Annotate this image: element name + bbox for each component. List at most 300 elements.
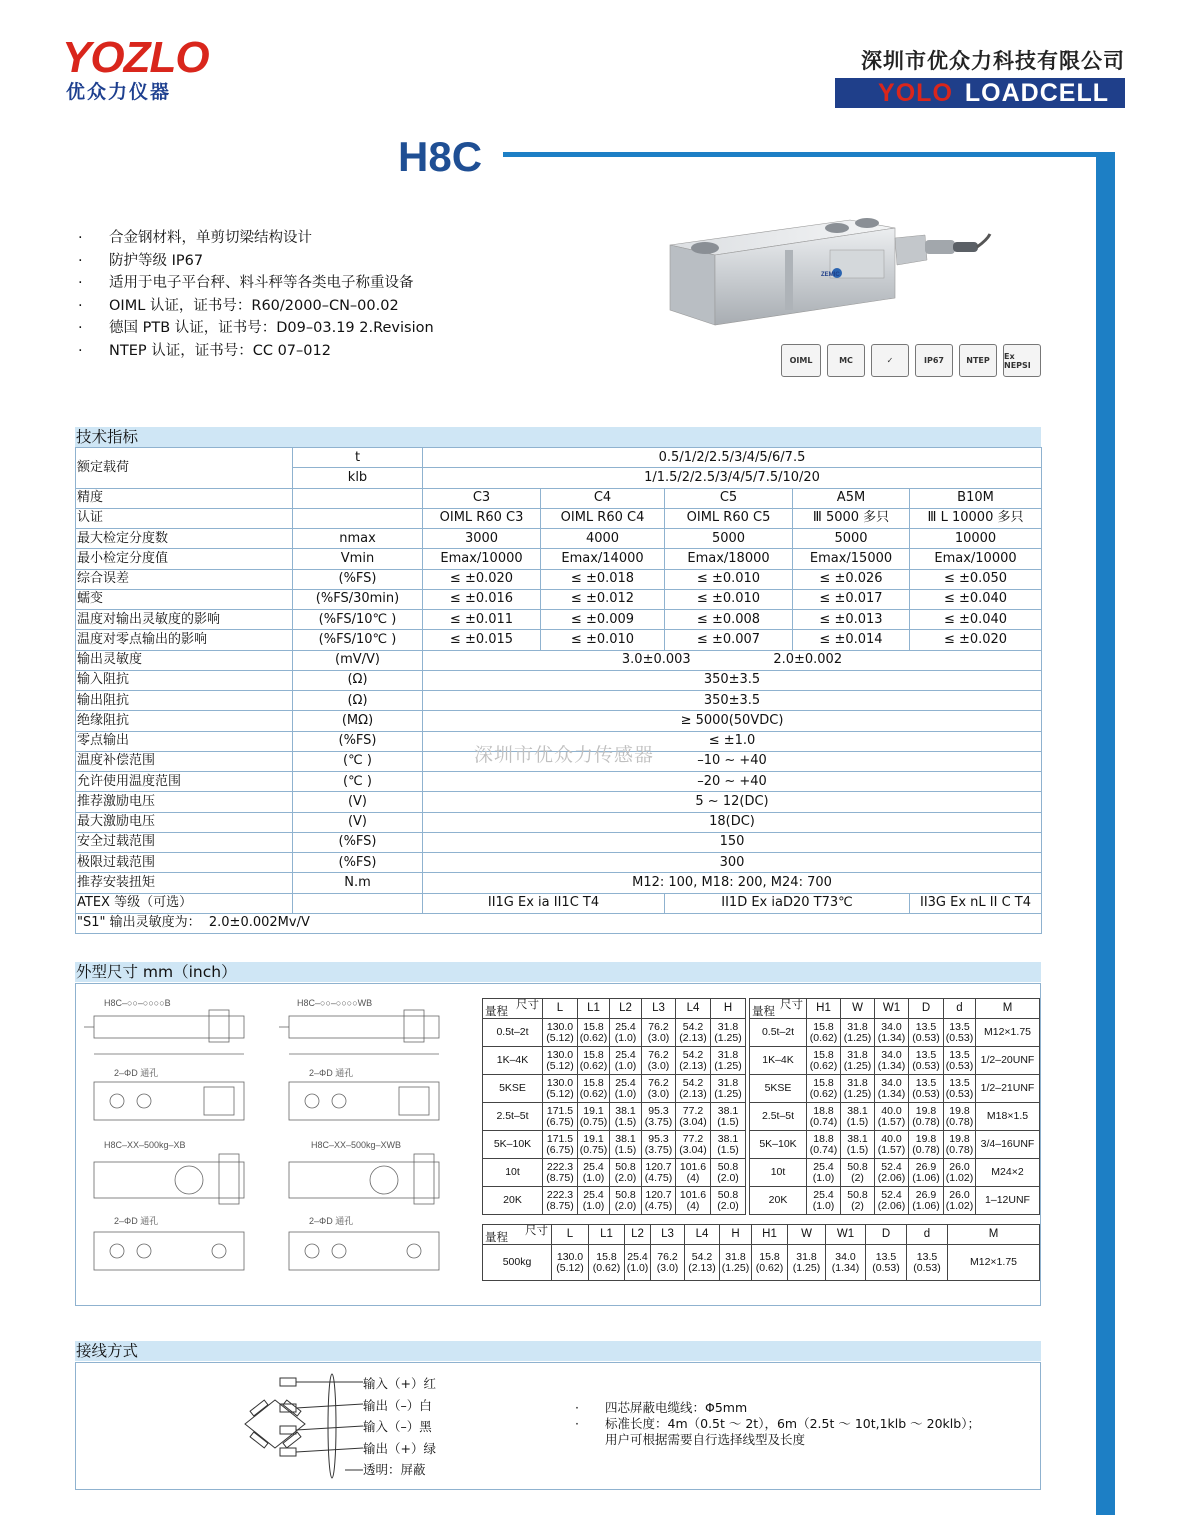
spec-value: ≤ ±0.007 [665,630,793,650]
spec-value: ≤ ±0.050 [910,569,1042,589]
spec-value: 10000 [910,529,1042,549]
ip67-cert-icon: IP67 [915,344,953,377]
dimension-cell [578,1131,610,1159]
dimension-inch: (1.0) [812,1199,835,1212]
spec-value: 4000 [541,529,665,549]
spec-value: ≤ ±0.009 [541,610,665,630]
dimension-cell [841,1103,875,1131]
spec-value: 5 ~ 12(DC) [423,792,1042,812]
dimension-inch: (1.0) [582,1171,605,1184]
table-corner-cell [483,999,543,1019]
company-banner [835,47,1125,108]
wire-label: 输入（+）红 [363,1376,436,1391]
dimension-cell [578,1159,610,1187]
dimension-mm: 38.1 [847,1133,868,1145]
spec-value: 5000 [665,529,793,549]
dimension-mm: 15.8 [596,1251,617,1263]
table-row [76,448,1042,468]
dimension-inch: (2.0) [717,1199,739,1212]
dimension-mm: 77.2 [682,1105,704,1117]
spec-value: ≤ ±0.012 [541,589,665,609]
dimension-inch: (0.62) [809,1087,838,1100]
dimension-inch: (0.62) [755,1261,784,1274]
dimension-mm: 13.5 [875,1251,897,1263]
column-header: L2 [610,999,642,1019]
column-header: H1 [807,999,841,1019]
table-row [483,1187,746,1215]
dimension-mm: 52.4 [881,1161,902,1173]
table-row [76,832,1042,852]
dimension-table-left [482,998,746,1215]
wire-label: 输出（+）绿 [363,1440,436,1456]
spec-value: Emax/10000 [910,549,1042,569]
side-rule [1096,152,1115,1515]
spec-value: 350±3.5 [423,691,1042,711]
dimension-cell [909,1187,944,1215]
spec-value: ≤ ±0.020 [423,569,541,589]
dimension-cell [826,1245,866,1281]
dimension-inch: (1.57) [877,1115,906,1128]
spec-label: 精度 [76,488,293,508]
spec-value: C4 [541,488,665,508]
dimension-mm: M12×1.75 [984,1026,1031,1039]
dimension-inch: (3.0) [647,1059,670,1072]
spec-value: Ⅲ 5000 多只 [793,508,910,528]
dimension-mm: 15.8 [583,1021,604,1033]
column-header: L4 [685,1225,720,1245]
dimension-inch: (0.62) [809,1059,838,1072]
dimension-inch: (0.62) [579,1031,608,1044]
brand-main: LOADCELL [964,78,1109,107]
table-row [76,529,1042,549]
dimension-inch: (5.12) [546,1087,574,1100]
corner-label: 尺寸 [780,999,803,1011]
dimension-cell [807,1131,841,1159]
dimension-cell [976,1103,1040,1131]
dimension-cell [711,1047,746,1075]
dimension-inch: (3.0) [647,1087,670,1100]
column-header: L3 [642,999,676,1019]
spec-label: 推荐安装扭矩 [76,873,293,893]
dimension-inch: (2.0) [614,1199,637,1212]
dimension-cell [543,1131,578,1159]
dimension-cell [610,1131,642,1159]
spec-label: 允许使用温度范围 [76,772,293,792]
dimension-mm: 34.0 [881,1049,902,1061]
column-header: H [720,1225,752,1245]
table-row [76,488,1042,508]
dimension-cell [944,1019,976,1047]
dimension-cell [711,1103,746,1131]
dimension-cell [948,1245,1040,1281]
spec-label: 零点输出 [76,731,293,751]
dimension-cell [642,1187,676,1215]
dimension-mm: 19.8 [949,1133,970,1145]
dimension-inch: (0.75) [579,1115,608,1128]
dimension-mm: 31.8 [717,1077,739,1089]
dimension-cell [610,1019,642,1047]
table-row [76,670,1042,690]
table-row [76,691,1042,711]
dimension-cell [909,1103,944,1131]
range-cell: 0.5t–2t [483,1019,543,1047]
dimension-cell [944,1187,976,1215]
spec-value: Emax/15000 [793,549,910,569]
dimension-mm: 1/2–20UNF [980,1054,1035,1067]
spec-unit [293,488,423,508]
dimension-inch: (0.75) [579,1143,608,1156]
dimension-inch: (0.74) [809,1115,838,1128]
dimension-cell [589,1245,625,1281]
dimension-cell [711,1131,746,1159]
dimension-cell [543,1103,578,1131]
spec-value: 300 [423,853,1042,873]
spec-unit [293,508,423,528]
wire-label: 输出（–）白 [363,1397,432,1413]
dimension-inch: (3.04) [679,1115,707,1128]
mc-cert-icon: MC [827,344,865,377]
dimension-cell [875,1103,909,1131]
dimension-mm: 50.8 [847,1189,868,1201]
table-corner-cell [483,1225,552,1245]
dimension-inch: (2.06) [877,1199,906,1212]
table-row [750,1103,1040,1131]
dimension-inch: (1.34) [831,1261,860,1274]
spec-label: 极限过载范围 [76,853,293,873]
spec-label: 综合误差 [76,569,293,589]
dimension-inch: (4.75) [644,1171,673,1184]
spec-value: ≤ ±0.040 [910,589,1042,609]
dimension-cell [807,1103,841,1131]
cert-badges [781,344,1041,377]
dimension-mm: 54.2 [691,1251,713,1263]
dimension-cell [976,1075,1040,1103]
dimension-inch: (0.53) [912,1087,940,1100]
dimension-inch: (1.34) [877,1059,906,1072]
dimension-inch: (0.78) [945,1115,974,1128]
column-header: H [711,999,746,1019]
dimension-inch: (0.53) [912,1059,940,1072]
spec-value: II1D Ex iaD20 T73℃ [665,893,910,913]
column-header: d [944,999,976,1019]
dimension-cell [944,1047,976,1075]
table-row [750,1131,1040,1159]
dimension-cell [711,1187,746,1215]
column-header: L1 [578,999,610,1019]
wire-label: 输入（–）黑 [363,1419,432,1435]
table-row [750,1075,1040,1103]
dimension-cell [610,1075,642,1103]
spec-value: ≤ ±0.040 [910,610,1042,630]
table-row [483,1131,746,1159]
dimension-mm: 101.6 [679,1189,707,1201]
dimension-inch: (0.62) [809,1031,838,1044]
dimension-inch: (1.06) [912,1171,940,1184]
dimension-mm: 76.2 [657,1251,678,1263]
table-row [483,1047,746,1075]
dimension-mm: 31.8 [847,1021,868,1033]
dimension-mm: 15.8 [759,1251,780,1263]
spec-label: 输入阻抗 [76,670,293,690]
dimension-inch: (1.5) [614,1115,637,1128]
range-cell: 5KSE [750,1075,807,1103]
dimension-mm: 130.0 [546,1021,574,1033]
range-cell: 5K–10K [483,1131,543,1159]
dimension-inch: (2.06) [877,1171,906,1184]
spec-table [75,447,1042,934]
dimension-inch: (6.75) [546,1143,574,1156]
table-header-row [483,1225,1040,1245]
spec-unit: (%FS) [293,731,423,751]
dimension-cell [676,1103,711,1131]
spec-unit: (%FS/10℃ ) [293,630,423,650]
spec-label: 认证 [76,508,293,528]
dimension-mm: 130.0 [556,1251,584,1263]
spec-value: ≤ ±0.017 [793,589,910,609]
dimension-mm: 31.8 [717,1049,739,1061]
dimension-mm: 54.2 [682,1021,704,1033]
dimension-inch: (0.53) [913,1261,941,1274]
feature-item: · 合金钢材料，单剪切梁结构设计 [78,230,312,246]
dimension-mm: 31.8 [725,1251,746,1263]
table-row [750,1019,1040,1047]
table-row [483,1103,746,1131]
drawing-label: 2–ΦD 通孔 [309,1068,354,1078]
ntep-cert-icon: NTEP [959,344,997,377]
spec-value: 3000 [423,529,541,549]
dimension-mm: 25.4 [813,1189,834,1201]
range-cell: 5KSE [483,1075,543,1103]
drawing-label: H8C–○○–○○○○B [104,998,171,1008]
brand-accent: YOLO [878,78,953,107]
dimension-cell [976,1131,1040,1159]
dimension-mm: M24×2 [991,1166,1024,1179]
table-row [76,873,1042,893]
dimension-cell [676,1187,711,1215]
dimension-mm: 26.0 [949,1161,970,1173]
dimension-cell [976,1187,1040,1215]
spec-value: II3G Ex nL II C T4 [910,893,1042,913]
column-header: d [907,1225,948,1245]
feature-item: · 适用于电子平台秤、料斗秤等各类电子称重设备 [78,275,414,291]
spec-label: 绝缘阻抗 [76,711,293,731]
dimension-mm: 38.1 [615,1105,636,1117]
dimension-inch: (0.78) [912,1143,940,1156]
dimension-cell [711,1159,746,1187]
dimension-table-right [749,998,1040,1215]
brand-bar [835,78,1125,108]
dimension-inch: (2.13) [688,1261,716,1274]
spec-value: ≤ ±0.011 [423,610,541,630]
dimension-inch: (1.5) [614,1143,637,1156]
dimension-mm: 13.5 [915,1077,937,1089]
corner-label: 量程 [752,1005,775,1018]
range-cell: 10t [750,1159,807,1187]
dimension-mm: 171.5 [546,1133,574,1145]
spec-label: 输出灵敏度 [76,650,293,670]
dimension-mm: 34.0 [835,1251,856,1263]
dimension-mm: 25.4 [615,1049,636,1061]
spec-unit: N.m [293,873,423,893]
bridge-circuit-diagram [235,1368,375,1480]
dimension-cell [909,1131,944,1159]
spec-unit: (MΩ) [293,711,423,731]
spec-value: OIML R60 C4 [541,508,665,528]
dimension-mm: 13.5 [916,1251,938,1263]
dimension-cell [976,1019,1040,1047]
spec-value: ≤ ±0.013 [793,610,910,630]
dimension-cell [875,1131,909,1159]
feature-item: · OIML 认证，证书号：R60/2000–CN–00.02 [78,297,399,314]
dimension-cell [676,1075,711,1103]
dimension-mm: 15.8 [583,1049,604,1061]
spec-unit: (%FS/10℃ ) [293,610,423,630]
dimension-inch: (0.53) [872,1261,900,1274]
dimension-cell [676,1159,711,1187]
dimension-cell [676,1047,711,1075]
dimension-cell [976,1159,1040,1187]
range-cell: 2.5t–5t [483,1103,543,1131]
dimension-cell [907,1245,948,1281]
dimension-inch: (1.5) [717,1143,739,1156]
spec-unit: (℃ ) [293,751,423,771]
dimension-mm: 38.1 [717,1133,739,1145]
dimension-inch: (0.78) [912,1115,940,1128]
drawing-label: H8C–XX–500kg–XWB [311,1140,402,1150]
spec-value: 5000 [793,529,910,549]
dimension-inch: (0.78) [945,1143,974,1156]
dimension-cell [676,1131,711,1159]
dimension-cell [642,1019,676,1047]
table-row [76,812,1042,832]
dimension-cell [909,1159,944,1187]
column-header: D [866,1225,907,1245]
dimension-inch: (1.25) [792,1261,821,1274]
dimension-cell [976,1047,1040,1075]
dimension-mm: 50.8 [615,1161,636,1173]
dimension-mm: 120.7 [645,1161,672,1173]
spec-value: ≤ ±0.010 [665,589,793,609]
dimension-cell [711,1019,746,1047]
spec-value: OIML R60 C5 [665,508,793,528]
table-row [750,1047,1040,1075]
range-cell: 10t [483,1159,543,1187]
column-header: L3 [651,1225,685,1245]
column-header: L2 [625,1225,651,1245]
drawing-label: H8C–○○–○○○○WB [297,998,373,1008]
dimension-cell [543,1187,578,1215]
dimension-mm: 40.0 [881,1105,902,1117]
cable-note: · 四芯屏蔽电缆线：Φ5mm [575,1400,748,1415]
spec-value: Ⅲ L 10000 多只 [910,508,1042,528]
dimension-inch: (8.75) [546,1171,574,1184]
dimension-inch: (1.02) [945,1199,974,1212]
table-row [76,569,1042,589]
table-row [76,772,1042,792]
dimension-mm: 40.0 [881,1133,902,1145]
dimension-mm: 19.8 [915,1105,937,1117]
spec-unit: (%FS/30min) [293,589,423,609]
table-row [483,1019,746,1047]
dimension-mm: 26.9 [915,1161,937,1173]
dimension-mm: 34.0 [881,1077,902,1089]
dimension-mm: 38.1 [717,1105,739,1117]
table-row [76,913,1042,933]
dimension-inch: (1.0) [614,1031,637,1044]
spec-value: ≤ ±0.015 [423,630,541,650]
range-cell: 0.5t–2t [750,1019,807,1047]
spec-label: 额定载荷 [76,448,293,489]
dimension-mm: 13.5 [915,1049,937,1061]
dimension-cell [752,1245,788,1281]
dimension-mm: 130.0 [546,1049,574,1061]
spec-unit: (Ω) [293,670,423,690]
product-image [665,210,995,330]
dimension-inch: (2) [851,1171,864,1184]
dimension-cell [578,1103,610,1131]
dimension-cell [807,1075,841,1103]
dimension-mm: 25.4 [627,1251,648,1263]
spec-label: 最大激励电压 [76,812,293,832]
spec-unit [293,893,423,913]
feature-item: · 德国 PTB 认证，证书号：D09–03.19 2.Revision [78,320,434,336]
dimension-mm: 31.8 [847,1049,868,1061]
spec-label: ATEX 等级（可选） [76,893,293,913]
dimension-mm: 13.5 [949,1077,970,1089]
dimension-inch: (1.25) [843,1031,872,1044]
dimension-cell [875,1159,909,1187]
column-header: M [976,999,1040,1019]
table-row [76,893,1042,913]
dimension-cell [866,1245,907,1281]
spec-unit: (%FS) [293,832,423,852]
table-row [483,1245,1040,1281]
brand-logo [62,33,209,106]
dimension-mm: 76.2 [648,1077,669,1089]
dimension-cell [642,1047,676,1075]
dimension-mm: 76.2 [648,1049,669,1061]
dimension-inch: (1.34) [877,1031,906,1044]
dimension-mm: 34.0 [881,1021,902,1033]
dimension-cell [625,1245,651,1281]
table-row [76,589,1042,609]
table-row [76,792,1042,812]
dimension-mm: 50.8 [847,1161,868,1173]
dimension-mm: 222.3 [546,1189,574,1201]
dimension-cell [944,1131,976,1159]
spec-value: M12: 100, M18: 200, M24: 700 [423,873,1042,893]
drawing-label: 2–ΦD 通孔 [114,1216,159,1226]
dimension-cell [807,1019,841,1047]
spec-note: "S1" 输出灵敏度为： 2.0±0.002Mv/V [76,913,1042,933]
spec-value: Emax/10000 [423,549,541,569]
dimension-mm: 31.8 [717,1021,739,1033]
dimension-mm: 54.2 [682,1077,704,1089]
corner-label: 量程 [485,1231,508,1244]
drawing-label: 2–ΦD 通孔 [309,1216,354,1226]
dimension-inch: (2.13) [679,1087,707,1100]
dimension-mm: 25.4 [615,1077,636,1089]
feature-list [78,227,434,362]
dimension-cell [651,1245,685,1281]
dimension-cell [543,1075,578,1103]
spec-value: 1/1.5/2/2.5/3/4/5/7.5/10/20 [423,468,1042,488]
dimension-cell [909,1019,944,1047]
dimension-cell [807,1187,841,1215]
spec-value: C5 [665,488,793,508]
dimension-mm: 18.8 [813,1133,834,1145]
dimension-mm: 15.8 [813,1077,834,1089]
